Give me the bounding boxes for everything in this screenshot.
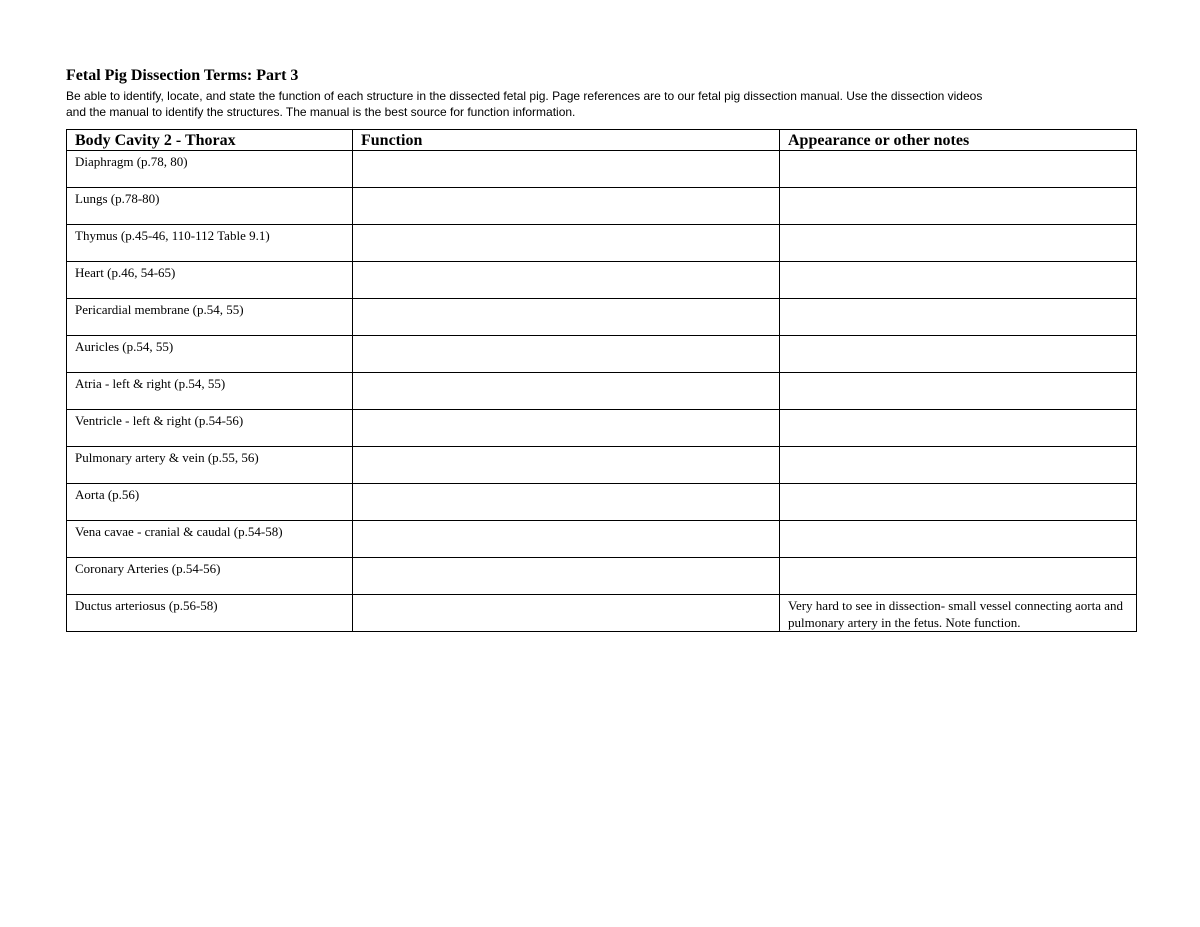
notes-cell[interactable] [780,447,1137,484]
notes-cell[interactable] [780,188,1137,225]
instructions-line: Be able to identify, locate, and state the function of each structure in the dissected fetal pig. Page references are to our fetal pig dissection manual. Use the dissection videos [66,89,983,103]
table-row [67,410,1137,447]
term-cell: Atria - left & right (p.54, 55) [67,373,353,410]
function-cell[interactable] [353,262,780,299]
notes-cell[interactable] [780,299,1137,336]
function-cell[interactable] [353,373,780,410]
table-row [67,188,1137,225]
table-row [67,484,1137,521]
instructions-line: and the manual to identify the structures. The manual is the best source for function information. [66,105,576,119]
instructions-text [66,88,1126,128]
column-header-term: Body Cavity 2 - Thorax [67,130,353,151]
term-cell: Pericardial membrane (p.54, 55) [67,299,353,336]
function-cell[interactable] [353,188,780,225]
table-header-row [67,130,1137,151]
notes-cell[interactable] [780,521,1137,558]
term-cell: Pulmonary artery & vein (p.55, 56) [67,447,353,484]
table-row [67,595,1137,632]
term-cell: Vena cavae - cranial & caudal (p.54-58) [67,521,353,558]
function-cell[interactable] [353,299,780,336]
column-header-notes: Appearance or other notes [780,130,1137,151]
table-row [67,521,1137,558]
term-cell: Ductus arteriosus (p.56-58) [67,595,353,632]
notes-cell[interactable] [780,225,1137,262]
notes-cell[interactable] [780,262,1137,299]
function-cell[interactable] [353,484,780,521]
table-row [67,299,1137,336]
function-cell[interactable] [353,336,780,373]
notes-cell[interactable] [780,373,1137,410]
function-cell[interactable] [353,225,780,262]
term-cell: Coronary Arteries (p.54-56) [67,558,353,595]
term-cell: Diaphragm (p.78, 80) [67,151,353,188]
function-cell[interactable] [353,595,780,632]
notes-cell[interactable] [780,151,1137,188]
column-header-function: Function [353,130,780,151]
term-cell: Thymus (p.45-46, 110-112 Table 9.1) [67,225,353,262]
function-cell[interactable] [353,447,780,484]
table-row [67,447,1137,484]
table-row [67,225,1137,262]
terms-table [66,129,1137,632]
notes-cell[interactable] [780,410,1137,447]
term-cell: Aorta (p.56) [67,484,353,521]
table-row [67,151,1137,188]
function-cell[interactable] [353,410,780,447]
notes-cell[interactable] [780,484,1137,521]
term-cell: Heart (p.46, 54-65) [67,262,353,299]
term-cell: Lungs (p.78-80) [67,188,353,225]
notes-cell[interactable] [780,336,1137,373]
document-title: Fetal Pig Dissection Terms: Part 3 [66,67,299,84]
worksheet-page [66,66,1136,630]
term-cell: Auricles (p.54, 55) [67,336,353,373]
table-row [67,558,1137,595]
term-cell: Ventricle - left & right (p.54-56) [67,410,353,447]
function-cell[interactable] [353,151,780,188]
function-cell[interactable] [353,558,780,595]
function-cell[interactable] [353,521,780,558]
notes-cell[interactable] [780,558,1137,595]
table-row [67,336,1137,373]
table-row [67,262,1137,299]
notes-cell[interactable]: Very hard to see in dissection- small vessel connecting aorta and pulmonary artery in the fetus. Note function. [780,595,1137,632]
table-row [67,373,1137,410]
